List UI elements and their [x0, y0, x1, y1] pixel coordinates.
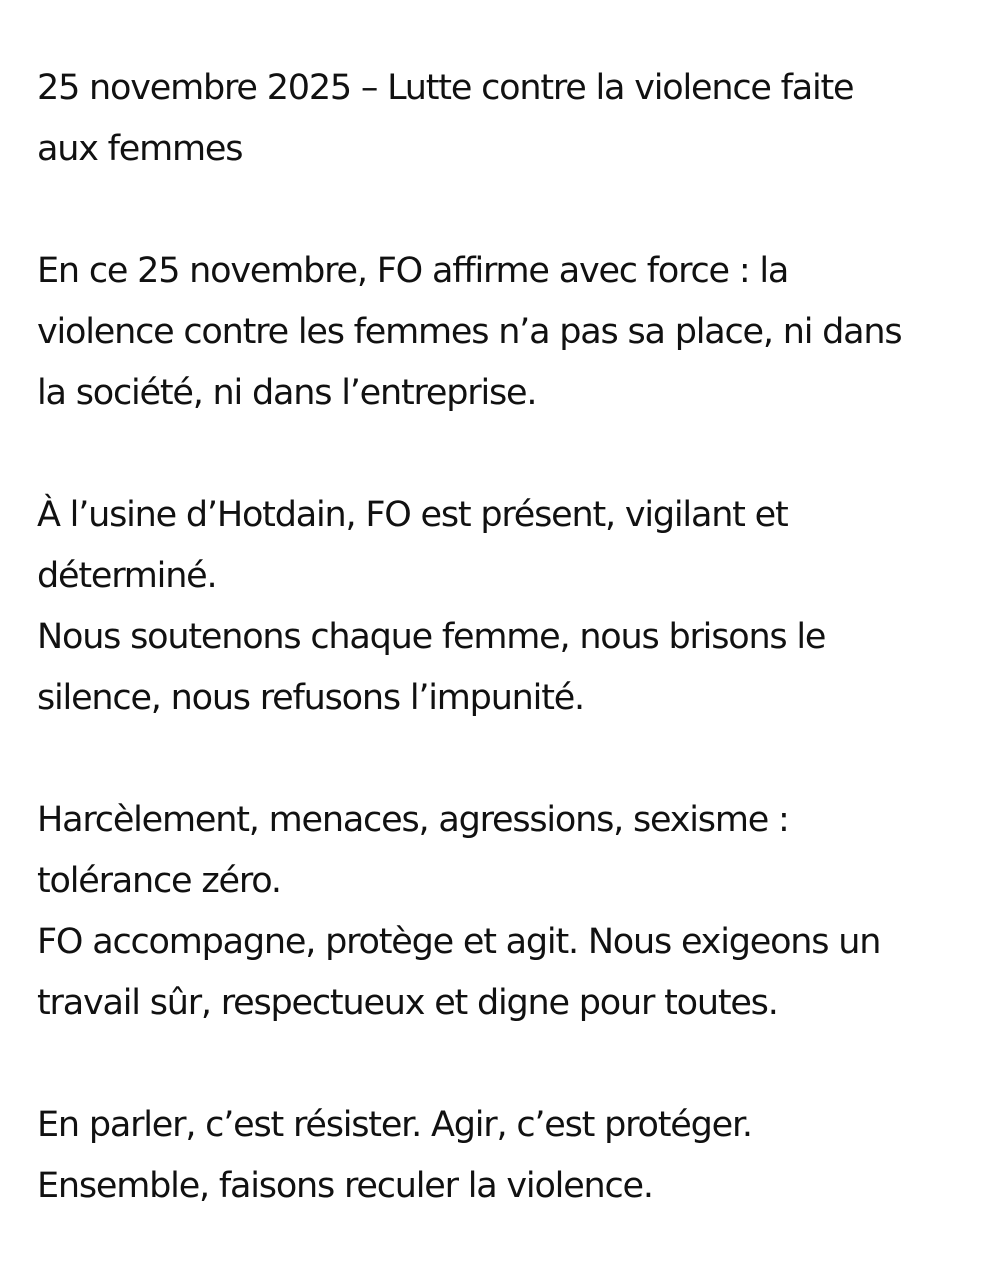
paragraph-line: tolérance zéro. — [37, 861, 281, 901]
paragraph-line: travail sûr, respectueux et digne pour toutes. — [37, 983, 778, 1023]
note-title — [37, 58, 977, 180]
paragraph-line: À l’usine d’Hotdain, FO est présent, vigilant et — [37, 495, 788, 535]
note-body — [37, 58, 977, 1217]
paragraph-line: déterminé. — [37, 556, 217, 596]
paragraph-line: En ce 25 novembre, FO affirme avec force : la — [37, 251, 789, 291]
paragraph-line: silence, nous refusons l’impunité. — [37, 678, 584, 718]
paragraph-line: Ensemble, faisons reculer la violence. — [37, 1166, 653, 1206]
paragraph-line: Nous soutenons chaque femme, nous brisons le — [37, 617, 826, 657]
note-title-line: 25 novembre 2025 – Lutte contre la violence faite — [37, 68, 854, 108]
paragraph-line: violence contre les femmes n’a pas sa place, ni dans — [37, 312, 902, 352]
paragraph-hotdain — [37, 485, 977, 729]
paragraph-line: la société, ni dans l’entreprise. — [37, 373, 537, 413]
paragraph-line: En parler, c’est résister. Agir, c’est protéger. — [37, 1105, 752, 1145]
paragraph-line: Harcèlement, menaces, agressions, sexisme : — [37, 800, 789, 840]
paragraph-statement — [37, 241, 977, 424]
paragraph-zero-tolerance — [37, 790, 977, 1034]
paragraph-closing — [37, 1095, 977, 1217]
paragraph-line: FO accompagne, protège et agit. Nous exigeons un — [37, 922, 881, 962]
note-title-line: aux femmes — [37, 129, 243, 169]
